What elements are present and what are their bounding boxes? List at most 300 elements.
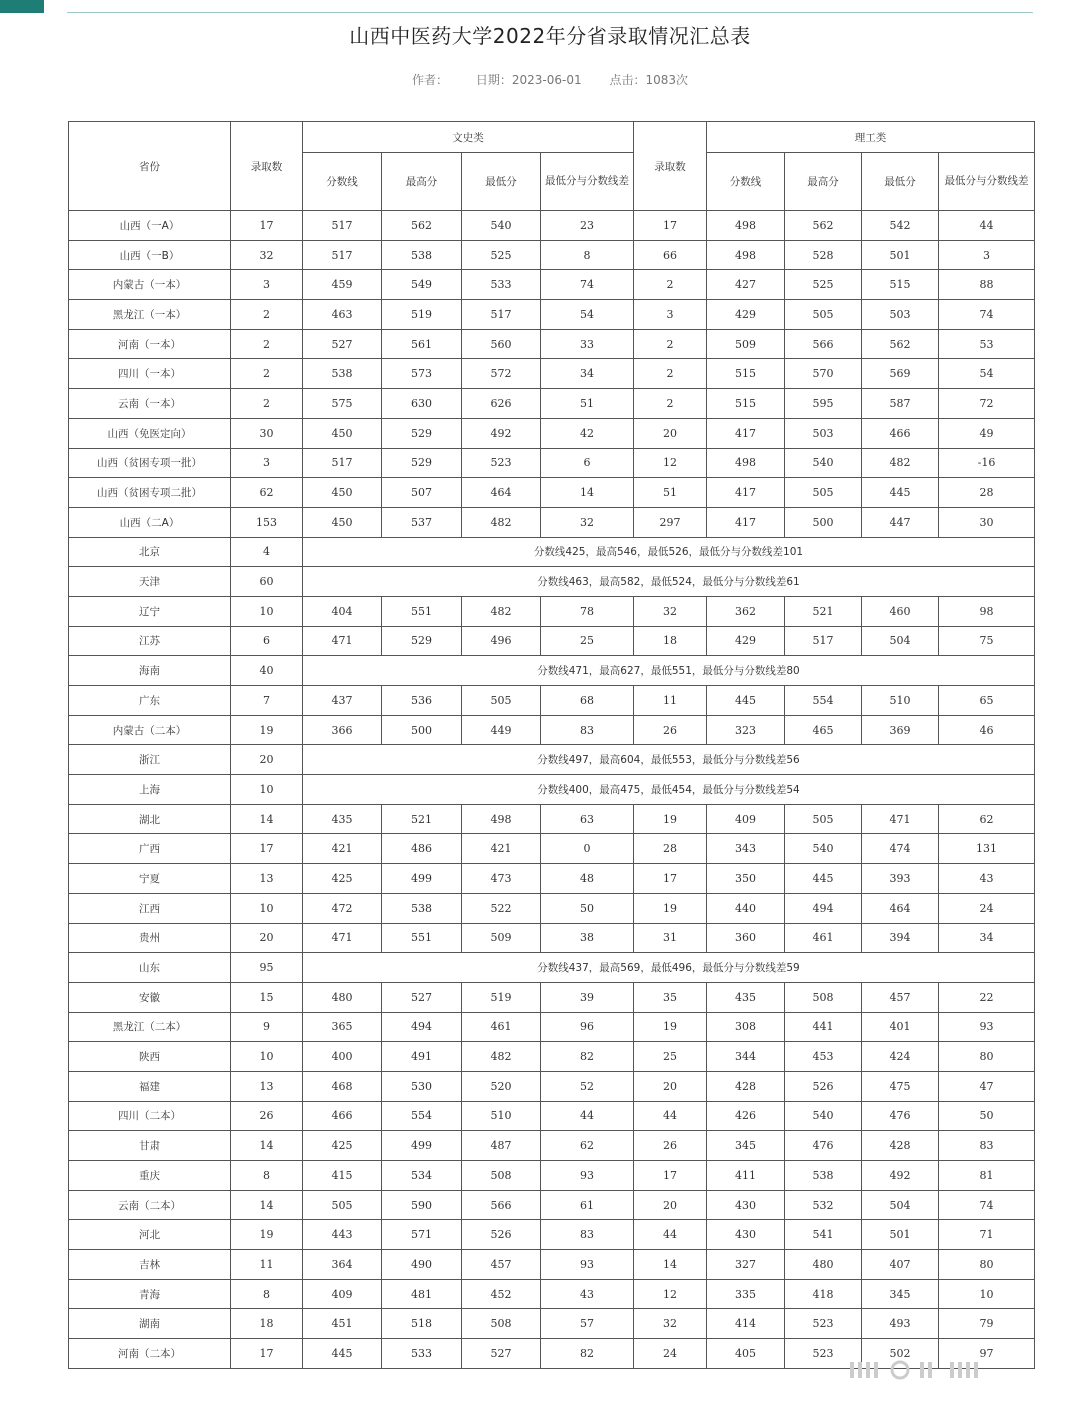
arts-max-cell: 573 <box>382 359 462 389</box>
arts-max-cell: 518 <box>382 1309 462 1339</box>
enrolled-cell: 10 <box>231 775 303 805</box>
province-cell: 山西（二A） <box>69 507 231 537</box>
science-diff-cell: 74 <box>939 1190 1035 1220</box>
science-diff-cell: 3 <box>939 240 1035 270</box>
arts-min-cell: 519 <box>462 982 541 1012</box>
enrolled-cell: 8 <box>231 1279 303 1309</box>
enrolled-cell: 62 <box>231 478 303 508</box>
table-row <box>69 1012 1035 1042</box>
science-max-cell: 523 <box>785 1309 862 1339</box>
table-row <box>69 478 1035 508</box>
science-diff-cell: 79 <box>939 1309 1035 1339</box>
science-diff-cell: 24 <box>939 893 1035 923</box>
province-cell: 陕西 <box>69 1042 231 1072</box>
table-row <box>69 804 1035 834</box>
arts-cutoff-cell: 364 <box>303 1250 382 1280</box>
province-cell: 福建 <box>69 1071 231 1101</box>
science-diff-cell: 49 <box>939 418 1035 448</box>
enrolled-science-cell: 44 <box>634 1220 707 1250</box>
arts-min-cell: 626 <box>462 389 541 419</box>
science-cutoff-cell: 429 <box>707 626 785 656</box>
enrolled-science-cell: 32 <box>634 596 707 626</box>
arts-min-cell: 572 <box>462 359 541 389</box>
enrolled-cell: 30 <box>231 418 303 448</box>
province-cell: 海南 <box>69 656 231 686</box>
arts-min-cell: 457 <box>462 1250 541 1280</box>
header-science-cutoff: 分数线 <box>707 153 785 211</box>
arts-max-cell: 481 <box>382 1279 462 1309</box>
science-max-cell: 476 <box>785 1131 862 1161</box>
arts-diff-cell: 61 <box>541 1190 634 1220</box>
science-max-cell: 418 <box>785 1279 862 1309</box>
enrolled-cell: 9 <box>231 1012 303 1042</box>
table-row <box>69 567 1035 597</box>
arts-min-cell: 452 <box>462 1279 541 1309</box>
arts-cutoff-cell: 459 <box>303 270 382 300</box>
science-min-cell: 569 <box>862 359 939 389</box>
click-count: 点击：1083次 <box>609 73 688 87</box>
science-min-cell: 345 <box>862 1279 939 1309</box>
arts-max-cell: 490 <box>382 1250 462 1280</box>
arts-diff-cell: 68 <box>541 686 634 716</box>
header-arts-max: 最高分 <box>382 153 462 211</box>
arts-cutoff-cell: 435 <box>303 804 382 834</box>
science-diff-cell: 34 <box>939 923 1035 953</box>
province-cell: 山东 <box>69 953 231 983</box>
province-cell: 江苏 <box>69 626 231 656</box>
science-diff-cell: 50 <box>939 1101 1035 1131</box>
header-science-diff: 最低分与分数线差 <box>939 153 1035 211</box>
table-row <box>69 329 1035 359</box>
arts-cutoff-cell: 450 <box>303 478 382 508</box>
enrolled-science-cell: 17 <box>634 1161 707 1191</box>
merged-summary-cell: 分数线400，最高475，最低454，最低分与分数线差54 <box>303 775 1035 805</box>
science-cutoff-cell: 344 <box>707 1042 785 1072</box>
enrolled-science-cell: 12 <box>634 1279 707 1309</box>
arts-max-cell: 529 <box>382 448 462 478</box>
arts-max-cell: 527 <box>382 982 462 1012</box>
enrolled-cell: 95 <box>231 953 303 983</box>
science-max-cell: 500 <box>785 507 862 537</box>
enrolled-science-cell: 2 <box>634 389 707 419</box>
enrolled-science-cell: 17 <box>634 864 707 894</box>
admission-table <box>68 121 1035 1369</box>
arts-diff-cell: 78 <box>541 596 634 626</box>
arts-diff-cell: 48 <box>541 864 634 894</box>
science-diff-cell: 97 <box>939 1339 1035 1369</box>
science-min-cell: 562 <box>862 329 939 359</box>
province-cell: 山西（贫困专项二批） <box>69 478 231 508</box>
arts-min-cell: 461 <box>462 1012 541 1042</box>
table-row <box>69 507 1035 537</box>
arts-cutoff-cell: 409 <box>303 1279 382 1309</box>
arts-min-cell: 517 <box>462 300 541 330</box>
science-cutoff-cell: 427 <box>707 270 785 300</box>
arts-cutoff-cell: 517 <box>303 240 382 270</box>
table-row <box>69 300 1035 330</box>
table-row <box>69 775 1035 805</box>
enrolled-cell: 20 <box>231 745 303 775</box>
table-row <box>69 656 1035 686</box>
enrolled-cell: 60 <box>231 567 303 597</box>
header-science-min: 最低分 <box>862 153 939 211</box>
arts-max-cell: 537 <box>382 507 462 537</box>
arts-diff-cell: 51 <box>541 389 634 419</box>
arts-diff-cell: 50 <box>541 893 634 923</box>
science-cutoff-cell: 308 <box>707 1012 785 1042</box>
arts-cutoff-cell: 517 <box>303 211 382 241</box>
table-row <box>69 686 1035 716</box>
province-cell: 湖北 <box>69 804 231 834</box>
enrolled-cell: 2 <box>231 329 303 359</box>
science-min-cell: 369 <box>862 715 939 745</box>
arts-max-cell: 538 <box>382 240 462 270</box>
top-divider <box>67 12 1033 13</box>
arts-diff-cell: 83 <box>541 1220 634 1250</box>
enrolled-science-cell: 24 <box>634 1339 707 1369</box>
enrolled-cell: 14 <box>231 804 303 834</box>
table-row <box>69 1220 1035 1250</box>
arts-min-cell: 522 <box>462 893 541 923</box>
arts-min-cell: 510 <box>462 1101 541 1131</box>
science-max-cell: 505 <box>785 804 862 834</box>
province-cell: 内蒙古（一本） <box>69 270 231 300</box>
science-max-cell: 465 <box>785 715 862 745</box>
province-cell: 广西 <box>69 834 231 864</box>
table-row <box>69 864 1035 894</box>
arts-min-cell: 487 <box>462 1131 541 1161</box>
science-diff-cell: 46 <box>939 715 1035 745</box>
arts-diff-cell: 23 <box>541 211 634 241</box>
science-min-cell: 492 <box>862 1161 939 1191</box>
science-cutoff-cell: 323 <box>707 715 785 745</box>
enrolled-science-cell: 18 <box>634 626 707 656</box>
arts-cutoff-cell: 445 <box>303 1339 382 1369</box>
arts-cutoff-cell: 538 <box>303 359 382 389</box>
enrolled-cell: 32 <box>231 240 303 270</box>
table-row <box>69 359 1035 389</box>
enrolled-science-cell: 20 <box>634 1190 707 1220</box>
science-cutoff-cell: 426 <box>707 1101 785 1131</box>
province-cell: 湖南 <box>69 1309 231 1339</box>
arts-min-cell: 523 <box>462 448 541 478</box>
arts-cutoff-cell: 425 <box>303 1131 382 1161</box>
table-row <box>69 1161 1035 1191</box>
science-cutoff-cell: 335 <box>707 1279 785 1309</box>
province-cell: 广东 <box>69 686 231 716</box>
arts-cutoff-cell: 466 <box>303 1101 382 1131</box>
merged-summary-cell: 分数线463，最高582，最低524，最低分与分数线差61 <box>303 567 1035 597</box>
enrolled-science-cell: 20 <box>634 418 707 448</box>
arts-min-cell: 498 <box>462 804 541 834</box>
science-max-cell: 521 <box>785 596 862 626</box>
enrolled-cell: 19 <box>231 1220 303 1250</box>
table-row <box>69 418 1035 448</box>
arts-min-cell: 540 <box>462 211 541 241</box>
arts-cutoff-cell: 366 <box>303 715 382 745</box>
arts-cutoff-cell: 468 <box>303 1071 382 1101</box>
enrolled-cell: 17 <box>231 211 303 241</box>
arts-diff-cell: 57 <box>541 1309 634 1339</box>
arts-diff-cell: 63 <box>541 804 634 834</box>
science-min-cell: 504 <box>862 626 939 656</box>
science-cutoff-cell: 440 <box>707 893 785 923</box>
enrolled-cell: 10 <box>231 1042 303 1072</box>
province-cell: 山西（一A） <box>69 211 231 241</box>
science-diff-cell: -16 <box>939 448 1035 478</box>
arts-min-cell: 449 <box>462 715 541 745</box>
science-diff-cell: 75 <box>939 626 1035 656</box>
enrolled-science-cell: 26 <box>634 715 707 745</box>
science-min-cell: 466 <box>862 418 939 448</box>
table-row <box>69 1042 1035 1072</box>
science-min-cell: 510 <box>862 686 939 716</box>
science-cutoff-cell: 430 <box>707 1220 785 1250</box>
arts-diff-cell: 44 <box>541 1101 634 1131</box>
province-cell: 山西（免医定向） <box>69 418 231 448</box>
enrolled-science-cell: 19 <box>634 804 707 834</box>
science-diff-cell: 74 <box>939 300 1035 330</box>
arts-max-cell: 486 <box>382 834 462 864</box>
arts-cutoff-cell: 415 <box>303 1161 382 1191</box>
table-row <box>69 596 1035 626</box>
arts-min-cell: 508 <box>462 1161 541 1191</box>
enrolled-cell: 4 <box>231 537 303 567</box>
science-cutoff-cell: 345 <box>707 1131 785 1161</box>
arts-min-cell: 520 <box>462 1071 541 1101</box>
arts-cutoff-cell: 425 <box>303 864 382 894</box>
arts-cutoff-cell: 480 <box>303 982 382 1012</box>
arts-diff-cell: 42 <box>541 418 634 448</box>
science-cutoff-cell: 498 <box>707 240 785 270</box>
enrolled-science-cell: 66 <box>634 240 707 270</box>
arts-cutoff-cell: 575 <box>303 389 382 419</box>
science-max-cell: 461 <box>785 923 862 953</box>
science-cutoff-cell: 498 <box>707 211 785 241</box>
province-cell: 河南（二本） <box>69 1339 231 1369</box>
arts-cutoff-cell: 421 <box>303 834 382 864</box>
enrolled-science-cell: 31 <box>634 923 707 953</box>
enrolled-cell: 2 <box>231 359 303 389</box>
arts-cutoff-cell: 443 <box>303 1220 382 1250</box>
science-cutoff-cell: 417 <box>707 507 785 537</box>
science-min-cell: 457 <box>862 982 939 1012</box>
science-max-cell: 540 <box>785 1101 862 1131</box>
science-cutoff-cell: 362 <box>707 596 785 626</box>
table-row <box>69 715 1035 745</box>
arts-cutoff-cell: 517 <box>303 448 382 478</box>
science-min-cell: 482 <box>862 448 939 478</box>
science-diff-cell: 72 <box>939 389 1035 419</box>
science-min-cell: 587 <box>862 389 939 419</box>
arts-diff-cell: 25 <box>541 626 634 656</box>
table-row <box>69 626 1035 656</box>
province-cell: 内蒙古（二本） <box>69 715 231 745</box>
arts-max-cell: 551 <box>382 923 462 953</box>
arts-cutoff-cell: 450 <box>303 507 382 537</box>
article-meta <box>0 71 1066 88</box>
arts-min-cell: 525 <box>462 240 541 270</box>
arts-min-cell: 482 <box>462 596 541 626</box>
science-diff-cell: 93 <box>939 1012 1035 1042</box>
enrolled-science-cell: 11 <box>634 686 707 716</box>
province-cell: 吉林 <box>69 1250 231 1280</box>
science-min-cell: 474 <box>862 834 939 864</box>
science-cutoff-cell: 411 <box>707 1161 785 1191</box>
science-max-cell: 445 <box>785 864 862 894</box>
science-max-cell: 540 <box>785 834 862 864</box>
arts-diff-cell: 96 <box>541 1012 634 1042</box>
table-row <box>69 923 1035 953</box>
arts-cutoff-cell: 505 <box>303 1190 382 1220</box>
science-max-cell: 566 <box>785 329 862 359</box>
science-diff-cell: 22 <box>939 982 1035 1012</box>
science-diff-cell: 62 <box>939 804 1035 834</box>
science-cutoff-cell: 509 <box>707 329 785 359</box>
table-row <box>69 537 1035 567</box>
science-cutoff-cell: 515 <box>707 389 785 419</box>
watermark-logo <box>840 1360 1040 1380</box>
enrolled-science-cell: 28 <box>634 834 707 864</box>
province-cell: 四川（一本） <box>69 359 231 389</box>
header-arts-cutoff: 分数线 <box>303 153 382 211</box>
science-min-cell: 501 <box>862 1220 939 1250</box>
arts-max-cell: 561 <box>382 329 462 359</box>
science-min-cell: 501 <box>862 240 939 270</box>
enrolled-science-cell: 35 <box>634 982 707 1012</box>
science-diff-cell: 65 <box>939 686 1035 716</box>
table-row <box>69 982 1035 1012</box>
science-max-cell: 570 <box>785 359 862 389</box>
arts-diff-cell: 39 <box>541 982 634 1012</box>
arts-max-cell: 533 <box>382 1339 462 1369</box>
province-cell: 甘肃 <box>69 1131 231 1161</box>
arts-min-cell: 508 <box>462 1309 541 1339</box>
arts-cutoff-cell: 472 <box>303 893 382 923</box>
enrolled-science-cell: 2 <box>634 329 707 359</box>
merged-summary-cell: 分数线471，最高627，最低551，最低分与分数线差80 <box>303 656 1035 686</box>
arts-min-cell: 560 <box>462 329 541 359</box>
enrolled-cell: 153 <box>231 507 303 537</box>
arts-min-cell: 527 <box>462 1339 541 1369</box>
header-arts-min: 最低分 <box>462 153 541 211</box>
enrolled-science-cell: 297 <box>634 507 707 537</box>
enrolled-science-cell: 25 <box>634 1042 707 1072</box>
table-row <box>69 1071 1035 1101</box>
science-diff-cell: 88 <box>939 270 1035 300</box>
science-max-cell: 595 <box>785 389 862 419</box>
science-min-cell: 493 <box>862 1309 939 1339</box>
enrolled-science-cell: 2 <box>634 270 707 300</box>
province-cell: 安徽 <box>69 982 231 1012</box>
arts-diff-cell: 82 <box>541 1339 634 1369</box>
enrolled-cell: 10 <box>231 596 303 626</box>
science-max-cell: 494 <box>785 893 862 923</box>
province-cell: 江西 <box>69 893 231 923</box>
enrolled-cell: 2 <box>231 389 303 419</box>
science-diff-cell: 80 <box>939 1042 1035 1072</box>
enrolled-cell: 19 <box>231 715 303 745</box>
arts-diff-cell: 33 <box>541 329 634 359</box>
arts-diff-cell: 52 <box>541 1071 634 1101</box>
enrolled-science-cell: 26 <box>634 1131 707 1161</box>
science-min-cell: 428 <box>862 1131 939 1161</box>
arts-diff-cell: 82 <box>541 1042 634 1072</box>
table-row <box>69 240 1035 270</box>
science-min-cell: 476 <box>862 1101 939 1131</box>
science-min-cell: 471 <box>862 804 939 834</box>
province-cell: 云南（一本） <box>69 389 231 419</box>
enrolled-science-cell: 19 <box>634 1012 707 1042</box>
arts-max-cell: 491 <box>382 1042 462 1072</box>
enrolled-cell: 20 <box>231 923 303 953</box>
science-cutoff-cell: 445 <box>707 686 785 716</box>
arts-cutoff-cell: 463 <box>303 300 382 330</box>
science-diff-cell: 10 <box>939 1279 1035 1309</box>
science-max-cell: 441 <box>785 1012 862 1042</box>
enrolled-cell: 15 <box>231 982 303 1012</box>
science-diff-cell: 54 <box>939 359 1035 389</box>
science-diff-cell: 80 <box>939 1250 1035 1280</box>
arts-diff-cell: 83 <box>541 715 634 745</box>
arts-cutoff-cell: 365 <box>303 1012 382 1042</box>
arts-min-cell: 505 <box>462 686 541 716</box>
science-min-cell: 393 <box>862 864 939 894</box>
science-min-cell: 394 <box>862 923 939 953</box>
science-cutoff-cell: 414 <box>707 1309 785 1339</box>
science-min-cell: 445 <box>862 478 939 508</box>
science-max-cell: 532 <box>785 1190 862 1220</box>
arts-cutoff-cell: 450 <box>303 418 382 448</box>
arts-cutoff-cell: 451 <box>303 1309 382 1339</box>
arts-max-cell: 549 <box>382 270 462 300</box>
enrolled-cell: 3 <box>231 448 303 478</box>
arts-cutoff-cell: 437 <box>303 686 382 716</box>
merged-summary-cell: 分数线497，最高604，最低553，最低分与分数线差56 <box>303 745 1035 775</box>
province-cell: 北京 <box>69 537 231 567</box>
table-row <box>69 1131 1035 1161</box>
arts-max-cell: 590 <box>382 1190 462 1220</box>
province-cell: 河北 <box>69 1220 231 1250</box>
arts-min-cell: 482 <box>462 507 541 537</box>
arts-diff-cell: 6 <box>541 448 634 478</box>
science-min-cell: 542 <box>862 211 939 241</box>
arts-max-cell: 499 <box>382 1131 462 1161</box>
table-row <box>69 1309 1035 1339</box>
arts-min-cell: 496 <box>462 626 541 656</box>
science-cutoff-cell: 360 <box>707 923 785 953</box>
enrolled-science-cell: 3 <box>634 300 707 330</box>
table-row <box>69 893 1035 923</box>
science-cutoff-cell: 417 <box>707 478 785 508</box>
arts-diff-cell: 8 <box>541 240 634 270</box>
science-min-cell: 407 <box>862 1250 939 1280</box>
science-max-cell: 540 <box>785 448 862 478</box>
header-enrolled-arts: 录取数 <box>231 122 303 211</box>
enrolled-cell: 26 <box>231 1101 303 1131</box>
science-cutoff-cell: 515 <box>707 359 785 389</box>
province-cell: 黑龙江（二本） <box>69 1012 231 1042</box>
author-label: 作者： <box>412 73 449 87</box>
science-max-cell: 523 <box>785 1339 862 1369</box>
enrolled-cell: 14 <box>231 1190 303 1220</box>
science-max-cell: 508 <box>785 982 862 1012</box>
science-cutoff-cell: 498 <box>707 448 785 478</box>
accent-tab <box>0 0 44 13</box>
enrolled-science-cell: 32 <box>634 1309 707 1339</box>
province-cell: 上海 <box>69 775 231 805</box>
enrolled-cell: 10 <box>231 893 303 923</box>
